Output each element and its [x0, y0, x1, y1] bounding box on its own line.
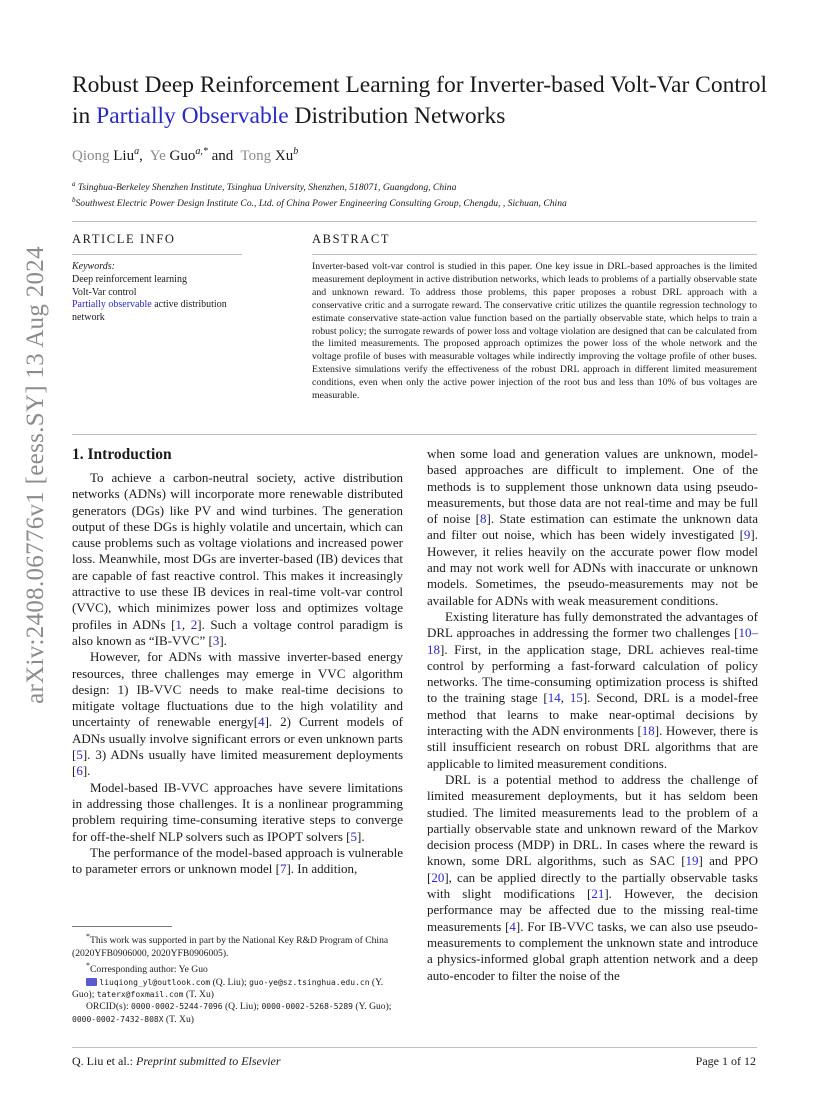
keyword: Volt-Var control	[72, 286, 137, 298]
arxiv-id[interactable]: arXiv:2408.06776v1 [eess.SY] 13 Aug 2024	[22, 246, 49, 704]
author-list: Qiong Liu$^a$, Ye Guo$^{a,*}$ and Tong Xu$^b$	[72, 146, 299, 164]
author-last-name: Xu	[274, 148, 294, 164]
email-link[interactable]: taterx@foxmail.com	[96, 990, 184, 999]
affil-text: Southwest Electric Power Design Institute Co., Ltd. of China Power Engineering Consulting Group, Chengdu, , Sichuan, China	[75, 198, 567, 210]
footnote-corresponding: *Corresponding author: Ye Guo	[86, 961, 208, 976]
citation-link[interactable]: 5	[76, 747, 83, 763]
citation-link[interactable]: 7	[279, 861, 287, 877]
envelope-icon	[86, 978, 97, 986]
author-affil-sup: b	[293, 146, 299, 157]
author-last-name: Liu	[113, 148, 135, 164]
email-link[interactable]: guo-ye@sz.tsinghua.edu.cn	[249, 977, 370, 987]
paragraph: Model-based IB-VVC approaches have severe limitations in addressing those challenges. It is a nonlinear programming problem requiring time-consuming iterative steps to converge for off-the-shelf NLP solvers such as IPOPT solvers [5].	[72, 779, 403, 844]
left-column	[72, 446, 403, 877]
section-heading: 1. Introduction	[72, 446, 172, 463]
citation-link[interactable]: 14	[547, 690, 561, 706]
citation-link[interactable]: 2	[190, 616, 198, 632]
paragraph: The performance of the model-based approach is vulnerable to parameter errors or unknown model [7]. In addition,	[72, 844, 403, 877]
right-column	[427, 446, 758, 984]
paragraph: Existing literature has fully demonstrated the advantages of DRL approaches in addressing the former two challenges [10–18]. First, in the application stage, DRL achieves real-time control by performing a fast-forward calculation of policy networks. The time-consuming optimization process is shifted to the training stage [14, 15]. Second, DRL is a model-free method that learns to make near-optimal decisions by interacting with the ADN environments [18]. However, there is still insufficient research on robust DRL algorithms that are applicable to limited measurement conditions.	[427, 608, 759, 771]
citation-link[interactable]: 8	[480, 511, 487, 527]
orcid-link[interactable]: 0000-0002-7432-808X	[72, 1014, 164, 1024]
title-link[interactable]: Partially Observable	[96, 103, 289, 129]
footer-divider	[72, 1047, 757, 1048]
footnote-rule	[72, 926, 172, 927]
citation-link[interactable]: 4	[258, 714, 265, 730]
footnote-orcid: ORCID(s): 0000-0002-5244-7096 (Q. Liu); 0000-0002-5268-5289 (Y. Guo); 0000-0002-7432-808X (T. Xu)	[72, 1001, 392, 1025]
abstract-bottom-divider	[72, 434, 757, 435]
citation-link[interactable]: 10–18	[427, 625, 758, 657]
author-last-name: Guo	[169, 148, 196, 164]
citation-link[interactable]: 15	[569, 690, 583, 706]
keyword-rest: active distribution network	[72, 299, 227, 324]
footer-note: Preprint submitted to Elsevier	[136, 1054, 281, 1068]
orcid-link[interactable]: 0000-0002-5268-5289	[261, 1002, 353, 1012]
arxiv-identifier-sidebar	[22, 246, 50, 704]
keywords-label: Keywords:	[72, 261, 115, 272]
affil-sup: b	[72, 196, 76, 204]
affiliation-b	[72, 196, 567, 209]
orcid-link[interactable]: 0000-0002-5244-7096	[131, 1002, 223, 1012]
paragraph: DRL is a potential method to address the challenge of limited measurement deployments, but it has seldom been studied. The limited measurements lead to the problem of a partially observable state and unknown reward of the Markov decision process (MDP) in DRL. In cases where the reward is known, some DRL algorithms, such as SAC [19] and PPO [20], can be applied directly to the partially observable tasks with slight modifications [21]. However, the decision performance may be affected due to the missing real-time measurements [4]. For IB-VVC tasks, we can also use pseudo-measurements to complement the unknown state and introduce a physics-informed global graph attention network and a deep auto-encoder to filter the noise of the	[427, 771, 758, 983]
citation-link[interactable]: 20	[431, 869, 445, 885]
keyword-link[interactable]: Partially observable	[72, 299, 152, 311]
citation-link[interactable]: 1	[175, 616, 182, 632]
author-first-name[interactable]: Qiong	[72, 148, 110, 164]
footer-author: Q. Liu et al.	[72, 1054, 130, 1068]
orcid-label: ORCID(s):	[86, 1001, 132, 1013]
abstract-text: Inverter-based volt-var control is studied in this paper. One key issue in DRL-based approaches is the limited measurement deployment in active distribution networks, which leads to problems of a partially observable state and unknown reward. To address those problems, this paper proposes a robust DRL approach with a conservative critic and a surrogate reward. The conservative critic utilizes the quantile regression technology to estimate conservative state-action value function based on the partially observable state, which helps to train a robust policy; the surrogate rewards of power loss and voltage violation are designed that can be calculated from the limited measurements. The proposed approach optimizes the power loss of the whole network and the voltage profile of buses with measurable voltages while indirectly improving the voltage profile of other buses. Extensive simulations verify the effectiveness of the robust DRL approach in different limited measurement conditions, even when only the active power injection of the root bus and less than 10% of bus voltages are measurable.	[312, 261, 757, 402]
citation-link[interactable]: 18	[641, 723, 655, 739]
affil-text: Tsinghua-Berkeley Shenzhen Institute, Tsinghua University, Shenzhen, 518071, Guangdong, China	[77, 182, 457, 194]
abstract-heading: ABSTRACT	[312, 232, 391, 246]
author-first-name[interactable]: Tong	[240, 148, 272, 164]
citation-link[interactable]: 6	[76, 763, 83, 779]
header-divider	[72, 221, 757, 222]
article-info-heading: ARTICLE INFO	[72, 232, 176, 246]
footnote-emails: liuqiong_yl@outlook.com (Q. Liu); guo-ye@sz.tsinghua.edu.cn (Y. Guo); taterx@foxmail.com (T. Xu)	[72, 976, 384, 1000]
paragraph: However, for ADNs with massive inverter-based energy resources, three challenges may emerge in VVC algorithm design: 1) IB-VVC needs to make real-time decisions to mitigate voltage fluctuations due to the high volatility and uncertainty of renewable energy[4]. 2) Current models of ADNs usually involve significant errors or even unknown parts [5]. 3) ADNs usually have limited measurement deployments [6].	[72, 649, 403, 779]
affiliation-a	[72, 180, 456, 193]
keyword: Deep reinforcement learning	[72, 273, 187, 285]
title-part2: Distribution Networks	[288, 103, 506, 129]
author-affil-sup: a	[134, 146, 140, 157]
email-link[interactable]: liuqiong_yl@outlook.com	[99, 977, 211, 987]
citation-link[interactable]: 9	[743, 527, 751, 543]
footnotes	[72, 931, 403, 1026]
paragraph: when some load and generation values are unknown, model-based approaches are difficult to implement. One of the methods is to supplement those unknown data using pseudo-measurements, but those data are not real-time and may be full of noise [8]. State estimation can estimate the unknown data and filter out noise, which has been widely investigated [9]. However, it relies heavily on the accurate power flow model and may not work well for ADNs with inaccurate or unknown models. Sometimes, the pseudo-measurements may not be available for ADNs with weak measurement conditions.	[427, 446, 758, 608]
citation-link[interactable]: 4	[509, 918, 516, 934]
author-and: and	[211, 148, 234, 164]
affil-sup: a	[72, 180, 76, 188]
paragraph: To achieve a carbon-neutral society, active distribution networks (ADNs) will incorporate more renewable distributed generators (DGs) like PV and wind turbines. The generation output of these DGs is highly volatile and uncertain, which can cause problems such as voltage violations and increased power loss. Meanwhile, most DGs are inverter-based (IB) devices that are capable of fast reactive control. This makes it increasingly attractive to use these IB devices in real-time volt-var control (VVC), which minimizes power loss and optimizes voltage profiles in ADNs [1, 2]. Such a voltage control paradigm is also known as “IB-VVC” [3].	[72, 470, 403, 648]
author-first-name[interactable]: Ye	[149, 148, 166, 164]
author-affil-sup: a,*	[195, 146, 208, 157]
keyword	[72, 299, 242, 325]
keywords-block	[72, 261, 242, 325]
footnote-funding: *This work was supported in part by the National Key R&D Program of China (2020YFB0906000, 2020YFB0906005).	[72, 932, 389, 959]
abstract-rule	[312, 254, 757, 255]
citation-link[interactable]: 19	[685, 853, 699, 869]
page-number: Page 1 of 12	[695, 1054, 756, 1068]
footer-left: Q. Liu et al.: Preprint submitted to Elsevier	[72, 1054, 281, 1068]
citation-link[interactable]: 5	[350, 828, 357, 844]
paper-title	[72, 70, 772, 132]
citation-link[interactable]: 21	[591, 886, 605, 902]
article-info-rule	[72, 254, 242, 255]
citation-link[interactable]: 3	[212, 632, 220, 648]
title-part1: Robust Deep Reinforcement Learning for Inverter-based Volt-Var Control in	[72, 72, 767, 129]
